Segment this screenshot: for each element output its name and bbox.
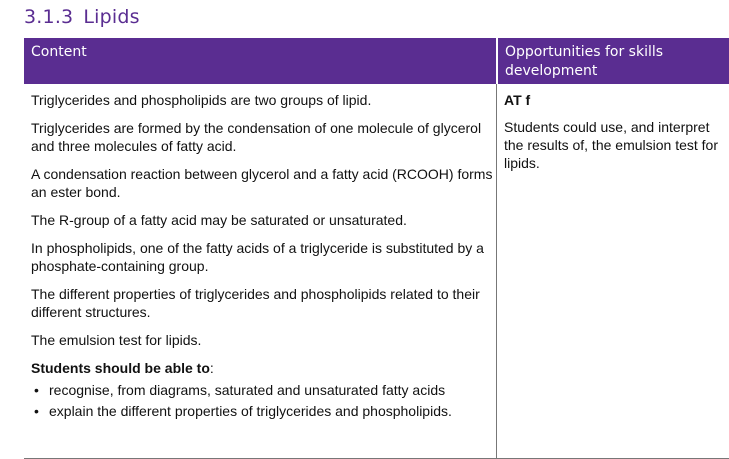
content-paragraph: The different properties of triglycerides and phospholipids related to their different structures.: [31, 286, 480, 320]
list-item-text: recognise, from diagrams, saturated and unsaturated fatty acids: [49, 382, 446, 398]
table-header: [24, 38, 729, 84]
bullet-icon: •: [34, 382, 39, 398]
bullet-icon: •: [34, 403, 39, 419]
able-to-heading-text: Students should be able to: [31, 360, 210, 376]
section-name: Lipids: [83, 6, 140, 28]
section-title: [24, 6, 140, 28]
table-body: [24, 84, 729, 459]
content-paragraph: The R-group of a fatty acid may be saturated or unsaturated.: [31, 212, 407, 228]
content-paragraph: A condensation reaction between glycerol and a fatty acid (RCOOH) forms an ester bond.: [31, 166, 493, 200]
spec-table: [24, 38, 729, 459]
content-paragraph: Triglycerides and phospholipids are two groups of lipid.: [31, 92, 372, 108]
section-number: 3.1.3: [24, 6, 74, 28]
able-to-heading-colon: :: [209, 360, 214, 376]
skills-reference: AT f: [504, 92, 531, 108]
list-item: [31, 381, 496, 399]
skills-text: Students could use, and interpret the results of, the emulsion test for lipids.: [504, 119, 718, 171]
skills-column-header: [498, 38, 729, 84]
skills-header-line-1: Opportunities for skills: [505, 44, 664, 60]
skills-cell: [497, 84, 729, 458]
content-paragraph: In phospholipids, one of the fatty acids of a triglyceride is substituted by a phosphate-containing group.: [31, 240, 484, 274]
list-item: [31, 402, 496, 420]
content-cell: [24, 84, 497, 458]
skills-header-line-2: development: [505, 63, 598, 79]
content-paragraph: Triglycerides are formed by the condensation of one molecule of glycerol and three molecules of fatty acid.: [31, 120, 482, 154]
able-to-heading: [31, 359, 496, 377]
list-item-text: explain the different properties of triglycerides and phospholipids.: [49, 403, 452, 419]
content-column-header: Content: [31, 44, 87, 60]
content-paragraph: The emulsion test for lipids.: [31, 332, 202, 348]
able-to-list: [31, 381, 496, 420]
